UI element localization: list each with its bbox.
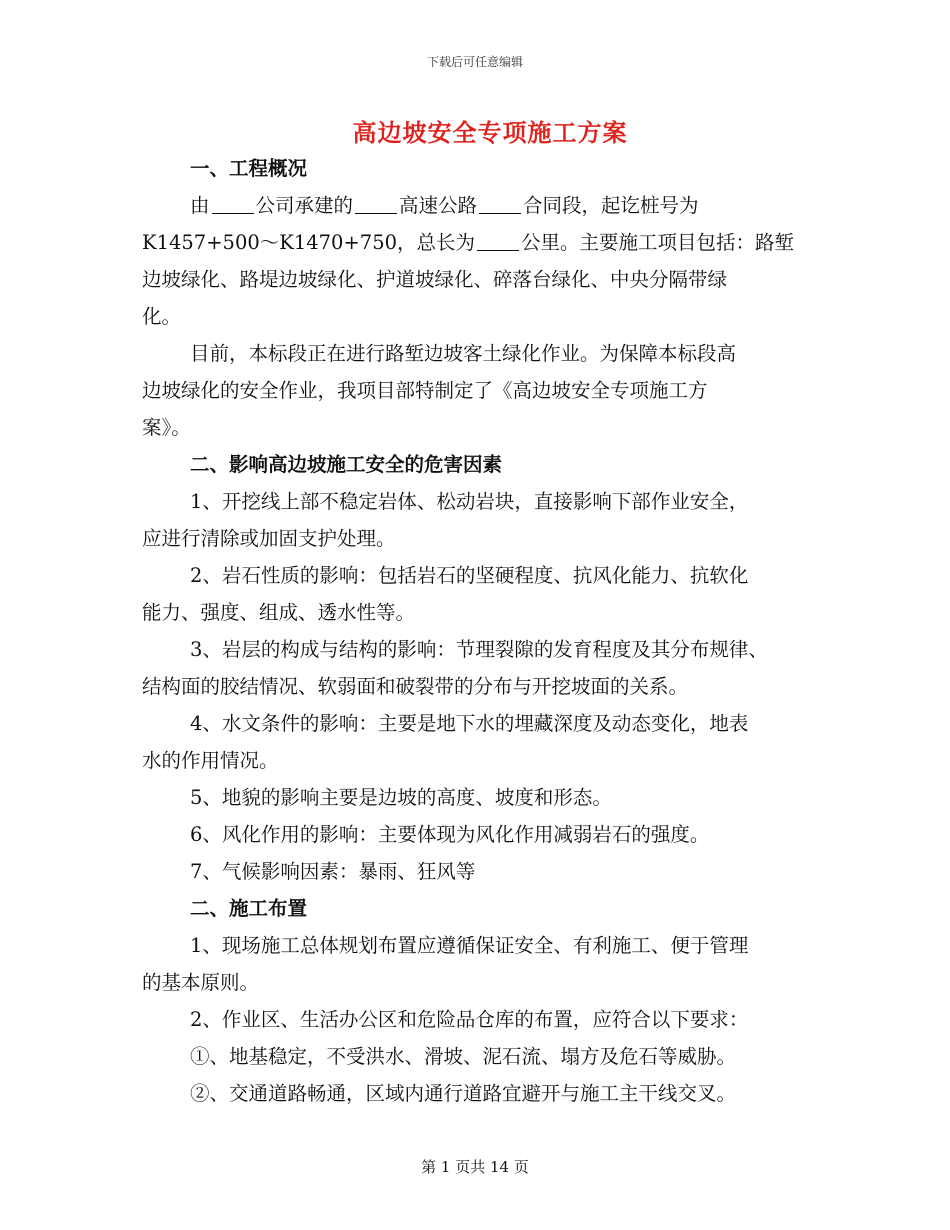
list-item: 3、岩层的构成与结构的影响：节理裂隙的发育程度及其分布规律、 [190,638,768,661]
list-item: 4、水文条件的影响：主要是地下水的埋藏深度及动态变化，地表 [190,712,749,735]
list-item: 2、岩石性质的影响：包括岩石的坚硬程度、抗风化能力、抗软化 [190,564,749,587]
list-item-continuation: 应进行清除或加固支护处理。 [142,527,396,550]
blank-underline [477,228,519,251]
list-item: 1、开挖线上部不稳定岩体、松动岩块，直接影响下部作业安全， [190,490,749,513]
blank-underline [479,191,521,214]
section-heading-hazards: 二、影响高边坡施工安全的危害因素 [190,453,503,476]
list-item: 1、现场施工总体规划布置应遵循保证安全、有利施工、便于管理 [190,934,749,957]
list-item: 7、气候影响因素：暴雨、狂风等 [190,860,476,883]
page-header: 下载后可任意编辑 [426,55,523,69]
list-item: 6、风化作用的影响：主要体现为风化作用减弱岩石的强度。 [190,823,710,846]
list-item-continuation: 能力、强度、组成、透水性等。 [142,601,416,624]
document-body [142,150,822,1112]
document-title: 高边坡安全专项施工方案 [352,118,628,147]
list-item: ②、交通道路畅通，区域内通行道路宜避开与施工主干线交叉。 [190,1082,737,1105]
paragraph-line: 案》。 [142,416,191,439]
list-item-continuation: 水的作用情况。 [142,749,279,772]
page-number: 第 1 页共 14 页 [421,1158,529,1176]
list-item-continuation: 结构面的胶结情况、软弱面和破裂带的分布与开挖坡面的关系。 [142,675,689,698]
section-heading-layout: 二、施工布置 [190,897,308,920]
paragraph-line: 由 公司承建的 高速公路 合同段，起讫桩号为 [142,187,822,224]
list-item: 5、地貌的影响主要是边坡的高度、坡度和形态。 [190,786,612,809]
paragraph-line: 边坡绿化、路堤边坡绿化、护道坡绿化、碎落台绿化、中央分隔带绿 [142,268,728,291]
list-item-continuation: 的基本原则。 [142,971,260,994]
paragraph-line: K1457+500～K1470+750，总长为 公里。主要施工项目包括：路堑 [142,224,822,261]
list-item: 2、作业区、生活办公区和危险品仓库的布置，应符合以下要求： [190,1008,749,1031]
paragraph-line: 化。 [142,305,182,328]
section-heading-overview: 一、工程概况 [190,157,308,180]
blank-underline [212,191,254,214]
list-item: ①、地基稳定，不受洪水、滑坡、泥石流、塌方及危石等威胁。 [190,1045,737,1068]
blank-underline [355,191,397,214]
paragraph-line: 目前，本标段正在进行路堑边坡客土绿化作业。为保障本标段高 [190,342,737,365]
paragraph-line: 边坡绿化的安全作业，我项目部特制定了《高边坡安全专项施工方 [142,379,708,402]
